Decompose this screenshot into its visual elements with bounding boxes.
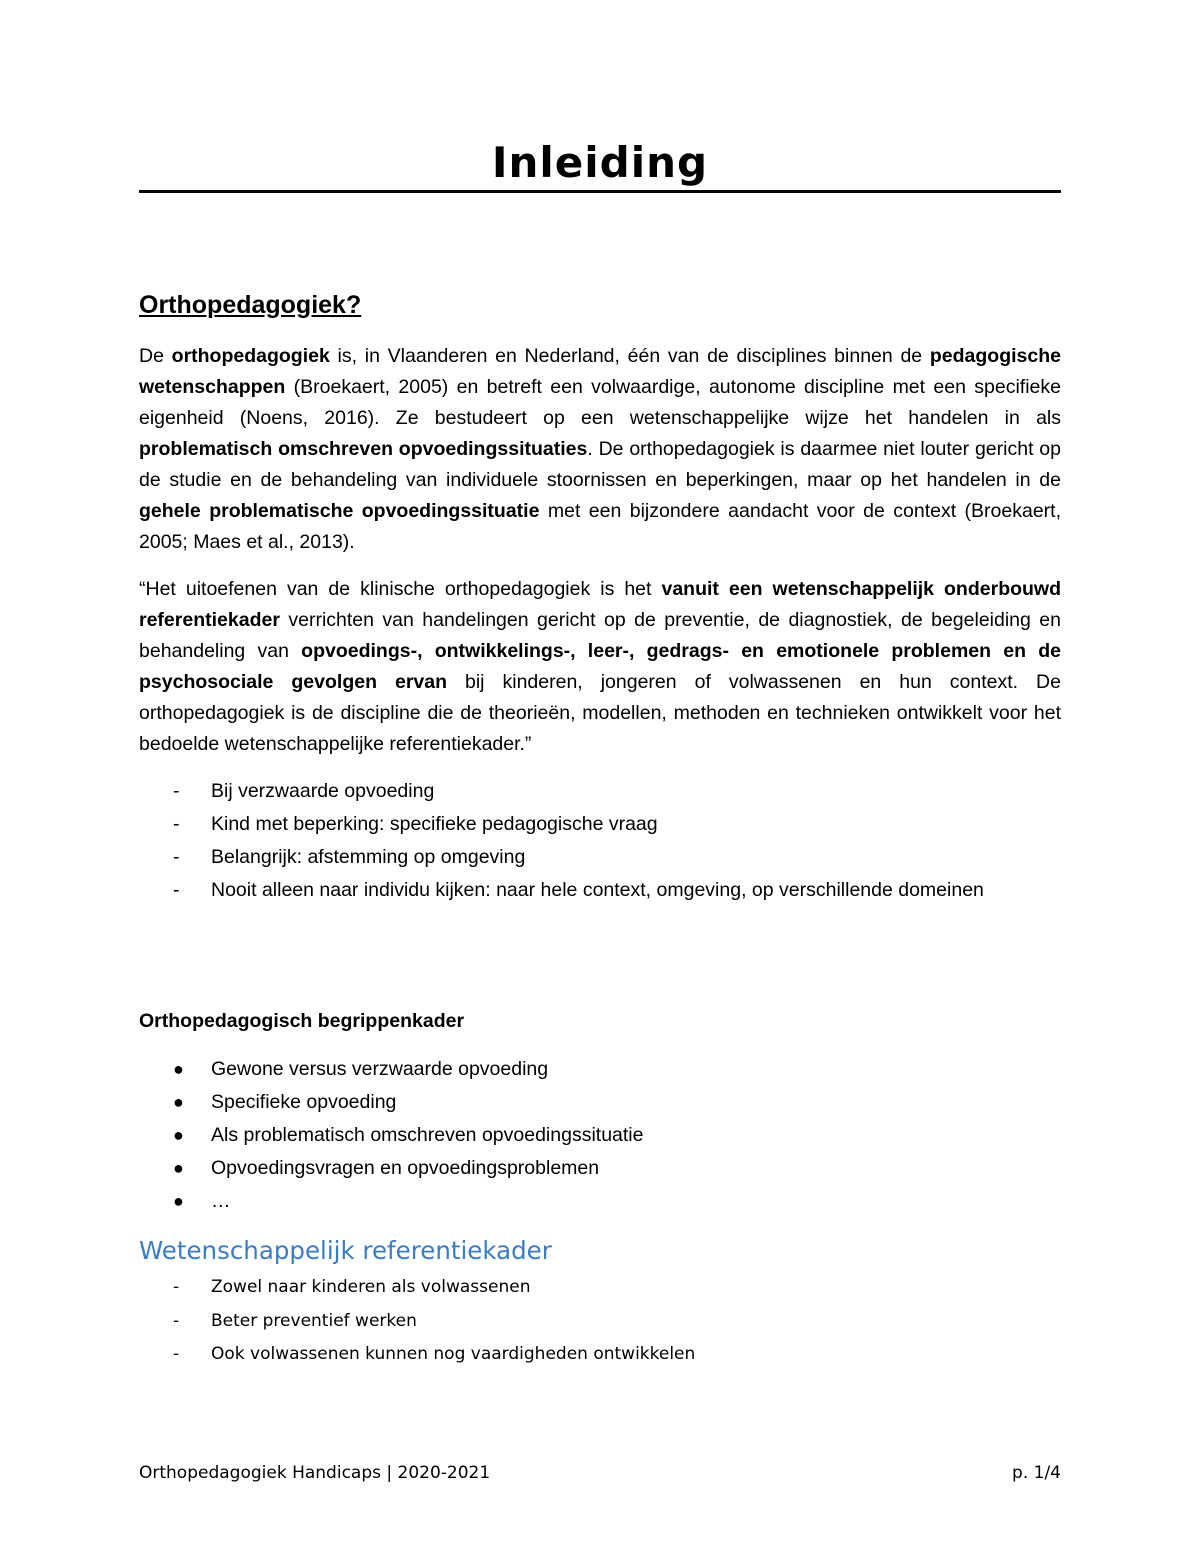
dash-marker: - [173,1310,180,1331]
list-item [139,808,1061,841]
section-heading-referentiekader: Wetenschappelijk referentiekader [139,1236,552,1265]
list-item [139,1053,1061,1086]
list-item-text: Kind met beperking: specifieke pedagogische vraag [211,813,658,835]
paragraph-run: met een bijzondere aandacht voor de context (Broekaert, 2005; Maes et al., 2013). [139,500,1061,553]
paragraph-run: . De orthopedagogiek is daarmee niet louter gericht op de studie en de behandeling van individuele stoornissen en beperkingen, maar op het handelen in de [139,438,1061,491]
list-item [139,1119,1061,1152]
bullet-icon: ● [173,1059,184,1079]
title-underline [139,190,1061,193]
list-item [139,775,1061,808]
dash-list-orthopedagogiek [139,775,1061,907]
paragraph-run-bold: gehele problematische opvoedingssituatie [139,500,540,522]
subheading-begrippenkader: Orthopedagogisch begrippenkader [139,1010,465,1032]
list-item-text: Gewone versus verzwaarde opvoeding [211,1058,549,1080]
section-heading-orthopedagogiek: Orthopedagogiek? [139,291,362,319]
list-item-text: Opvoedingsvragen en opvoedingsproblemen [211,1157,600,1179]
list-item-text: Als problematisch omschreven opvoedingssituatie [211,1124,644,1146]
bullet-icon: ● [173,1092,184,1112]
dash-marker: - [173,813,180,835]
list-item [139,1086,1061,1119]
paragraph-run-bold: vanuit een wetenschappelijk onderbouwd referentiekader [139,578,1062,631]
dash-list-referentiekader [139,1271,1061,1372]
list-item-text: Zowel naar kinderen als volwassenen [211,1277,531,1297]
list-item [139,1271,1061,1305]
paragraph-run: De [139,345,172,367]
paragraph-run-bold: orthopedagogiek [171,345,330,367]
paragraph-run: verrichten van handelingen gericht op de preventie, de diagnostiek, de begeleiding en behandeling van [139,609,1061,662]
list-item [139,874,1061,907]
list-item [139,841,1061,874]
list-item-text: Ook volwassenen kunnen nog vaardigheden ontwikkelen [211,1344,696,1364]
paragraph-run: “Het uitoefenen van de klinische orthopedagogiek is het [139,578,662,600]
list-item-text: Specifieke opvoeding [211,1091,397,1113]
dash-marker: - [173,879,180,901]
list-item-text: Beter preventief werken [211,1310,417,1331]
list-item [139,1152,1061,1185]
list-item [139,1185,1061,1218]
bullet-icon: ● [173,1125,184,1145]
dash-marker: - [173,780,180,802]
bullet-icon: ● [173,1191,184,1211]
footer-course-label: Orthopedagogiek Handicaps | 2020-2021 [139,1463,491,1483]
list-item [139,1338,1061,1372]
list-item-text: Belangrijk: afstemming op omgeving [211,846,526,868]
paragraph-quote [139,574,1061,760]
paragraph-run: bij kinderen, jongeren of volwassenen en hun context. De orthopedagogiek is de discipline die de theorieën, modellen, methoden en technieken ontwikkelt voor het bedoelde wetenschappelijke referentiekader.” [139,671,1061,755]
dash-marker: - [173,1277,180,1297]
paragraph-run-bold: pedagogische wetenschappen [139,345,1061,398]
dash-marker: - [173,846,180,868]
paragraph-run: is, in Vlaanderen en Nederland, één van de disciplines binnen de [329,345,930,367]
dash-marker: - [173,1344,180,1364]
paragraph-run: (Broekaert, 2005) en betreft een volwaardige, autonome discipline met een specifieke eigenheid (Noens, 2016). Ze bestudeert op een wetenschappelijke wijze het handelen in als [139,376,1061,429]
bullet-icon: ● [173,1158,184,1178]
list-item [139,1305,1061,1339]
list-item-text: Nooit alleen naar individu kijken: naar hele context, omgeving, op verschillende domeinen [211,879,984,901]
bullet-list-begrippenkader [139,1053,1061,1218]
page-title: Inleiding [491,138,709,187]
paragraph-run-bold: problematisch omschreven opvoedingssituaties [139,438,588,460]
footer-page-number: p. 1/4 [1012,1463,1061,1483]
list-item-text: … [211,1190,231,1212]
list-item-text: Bij verzwaarde opvoeding [211,780,435,802]
paragraph-definition [139,341,1061,558]
paragraph-run-bold: opvoedings-, ontwikkelings-, leer-, gedrags- en emotionele problemen en de psychosociale gevolgen ervan [139,640,1062,693]
